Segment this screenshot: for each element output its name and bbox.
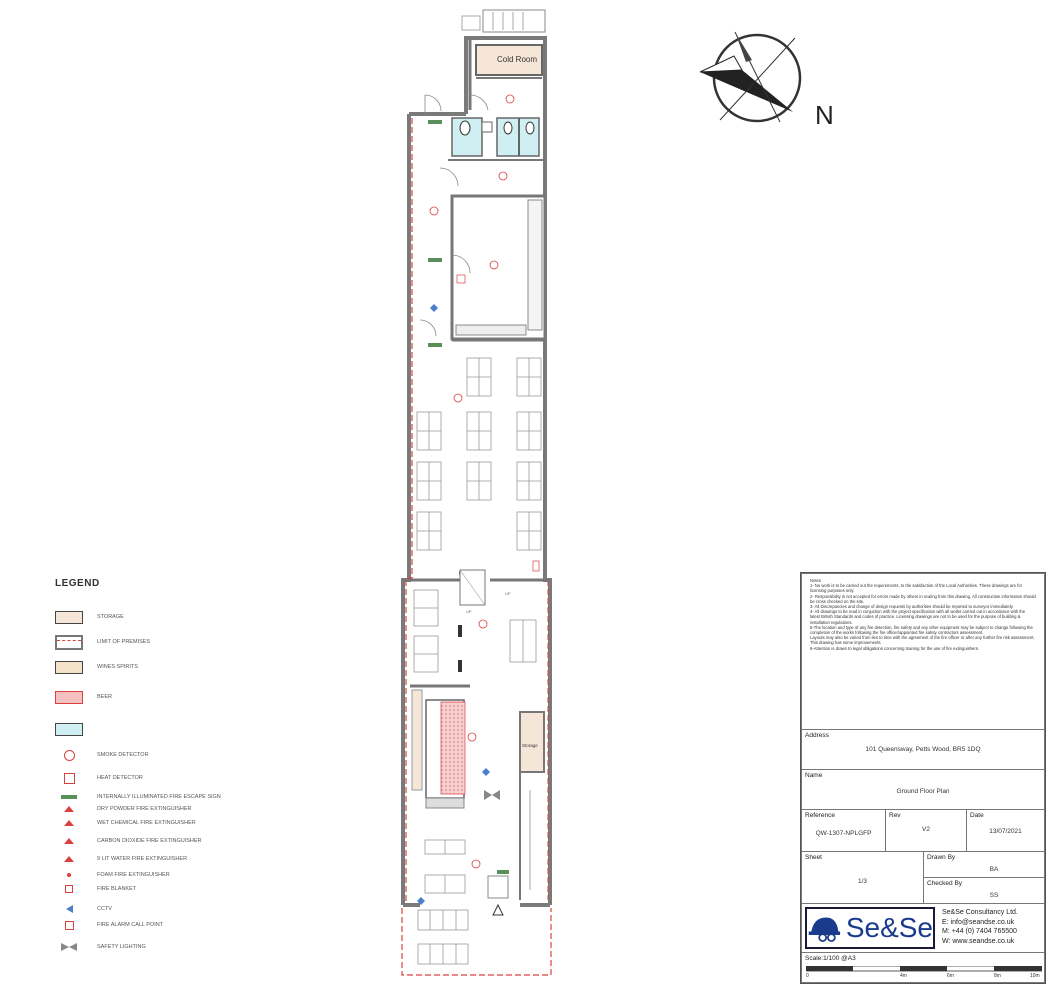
date-label: Date <box>970 812 984 819</box>
blank-icon <box>55 882 83 896</box>
address-label: Address <box>805 732 829 739</box>
sheet-value: 1/3 <box>857 878 868 885</box>
company-name: Se&Se Consultancy Ltd. <box>942 909 1018 916</box>
title-block <box>800 572 1046 984</box>
legend-item-label: FIRE ALARM CALL POINT <box>97 922 164 928</box>
name-cell <box>801 769 1045 810</box>
legend-item <box>55 902 112 916</box>
note-line: 2- Responsibility is not accepted for errors made by others in scaling from this drawing. All construction information should be cross checked on the site. <box>810 593 1036 604</box>
heat-icon <box>55 771 83 785</box>
wines-icon <box>55 660 83 674</box>
bar <box>410 686 470 808</box>
beer-icon <box>55 690 83 704</box>
smoke-icon <box>55 748 83 762</box>
scale-tick-label: 4m <box>900 973 907 979</box>
ext-icon <box>55 816 83 830</box>
legend-item-label: DRY POWDER FIRE EXTINGUISHER <box>97 806 192 812</box>
notes-cell <box>801 573 1045 730</box>
name-value: Ground Floor Plan <box>896 788 950 795</box>
legend-item <box>55 940 146 954</box>
legend-item <box>55 868 170 882</box>
legend-item <box>55 918 163 932</box>
scale-tick-label: 8m <box>994 973 1001 979</box>
legend-item-label: CARBON DIOXIDE FIRE EXTINGUISHER <box>97 838 202 844</box>
legend-item-label: INTERNALLY ILLUMINATED FIRE ESCAPE SIGN <box>97 794 221 800</box>
cctv-icon <box>55 902 83 916</box>
date-value: 13/07/2021 <box>989 828 1022 835</box>
dot-icon <box>55 868 83 882</box>
storage-icon <box>55 610 83 624</box>
legend-item-label: FIRE BLANKET <box>97 886 137 892</box>
note-line: 4- All drawings to be read in conjuction with the project specification with all works carried out in accordance with the latest British Standards and codes of practice. Licensing drawings are not to be used for the purpose of building & installation regulations. <box>810 609 1026 625</box>
reference-cell <box>801 809 886 852</box>
legend-item <box>55 748 149 762</box>
drawn-by-cell <box>923 851 1045 878</box>
legend-item-label: 9 LIT WATER FIRE EXTINGUISHER <box>97 856 188 862</box>
legend-item <box>55 660 138 674</box>
scale-tick-label: 6m <box>947 973 954 979</box>
storage-label: Storage <box>522 743 538 748</box>
cyan-icon <box>55 722 83 736</box>
legend-item <box>55 635 150 649</box>
scale-label: Scale:1/100 @A3 <box>805 955 856 962</box>
legend-item-label: WINES SPIRITS <box>97 664 138 670</box>
rev-cell <box>885 809 967 852</box>
logo-text: Se&Se <box>845 912 933 943</box>
note-line: 5-The location and type of any fire detection, fire safety and any other equipment may be subject to change following the completion of the works following the fire officer/appointed fire safety contractors assessment. <box>810 624 1033 636</box>
svg-text:UP: UP <box>466 609 472 614</box>
company-logo <box>805 907 935 949</box>
note-line: 3- All Discrepancies and change of design requests by authorities should be reported to surveyor immediately. <box>810 604 1014 610</box>
legend-item <box>55 690 112 704</box>
ext-icon <box>55 852 83 866</box>
ext-icon <box>55 834 83 848</box>
legend-item-label: WET CHEMICAL FIRE EXTINGUISHER <box>97 820 196 826</box>
notes-title: Notes <box>810 578 821 583</box>
callpoint-icon <box>55 918 83 932</box>
note-line: Layouts may also be varied from lies to time with the agreement of the fire officer or after any further fire risk assessment. This drawing has some improvements. <box>810 635 1035 646</box>
legend-item <box>55 771 143 785</box>
date-cell <box>966 809 1045 852</box>
hardhat-icon <box>807 910 842 946</box>
name-label: Name <box>805 772 823 779</box>
company-email: E: info@seandse.co.uk <box>942 918 1015 926</box>
toilets <box>448 118 545 160</box>
scale-tick-label: 10m <box>1030 973 1040 979</box>
company-phone: M: +44 (0) 7404 765500 <box>942 928 1017 935</box>
sheet-label: Sheet <box>805 854 822 861</box>
rev-label: Rev <box>889 812 901 819</box>
legend-item-label: BEER <box>97 694 112 700</box>
rev-value: V2 <box>922 826 930 833</box>
legend-item-label: FOAM FIRE EXTINGUISHER <box>97 872 170 878</box>
scale-bar <box>806 966 1042 972</box>
legend-item <box>55 610 124 624</box>
company-cell <box>801 903 1045 953</box>
north-label: N <box>815 100 834 130</box>
company-web: W: www.seandse.co.uk <box>942 937 1015 945</box>
legend-item-label: CCTV <box>97 906 112 912</box>
legend-item <box>55 882 136 896</box>
legend-item-label: LIMIT OF PREMISES <box>97 639 151 645</box>
legend-item <box>55 834 202 848</box>
legend-item <box>55 722 97 736</box>
address-cell <box>801 729 1045 770</box>
legend-title: LEGEND <box>55 578 100 589</box>
drawn-by-value: BA <box>989 866 999 873</box>
dining-tables <box>417 358 541 550</box>
reference-value: QW-1307-NPLGFP <box>815 830 872 837</box>
svg-text:UP: UP <box>505 591 511 596</box>
north-arrow <box>700 32 800 122</box>
cold-room-label: Cold Room <box>497 55 538 64</box>
ext-icon <box>55 802 83 816</box>
note-line: 1- No work is to be carried out the requirements, to the satisfaction of the Local Authorities. These drawings are for licensing purposes only. <box>810 583 1022 594</box>
note-line: 6-Attention is drawn to legal obligations concerning training for the use of fire extinguishers. <box>810 645 979 651</box>
checked-by-label: Checked By <box>927 880 963 887</box>
drawn-by-label: Drawn By <box>927 854 956 861</box>
kitchen <box>452 196 545 339</box>
light-icon <box>55 940 83 954</box>
legend-item-label: STORAGE <box>97 614 124 620</box>
reference-label: Reference <box>805 812 835 819</box>
notes-list <box>810 583 1036 651</box>
checked-by-cell <box>923 877 1045 904</box>
scale-tick-label: 0 <box>806 973 809 979</box>
legend-item <box>55 802 192 816</box>
address-value: 101 Queensway, Petts Wood, BR5 1DQ <box>865 746 981 753</box>
legend-item <box>55 816 196 830</box>
scale-cell <box>801 952 1045 983</box>
checked-by-value: SS <box>989 892 999 899</box>
sheet-cell <box>801 851 924 904</box>
legend-item-label: HEAT DETECTOR <box>97 775 143 781</box>
legend-item-label: SMOKE DETECTOR <box>97 752 149 758</box>
limit-icon <box>55 635 83 649</box>
legend-item-label: SAFETY LIGHTING <box>97 944 146 950</box>
legend-item <box>55 852 187 866</box>
